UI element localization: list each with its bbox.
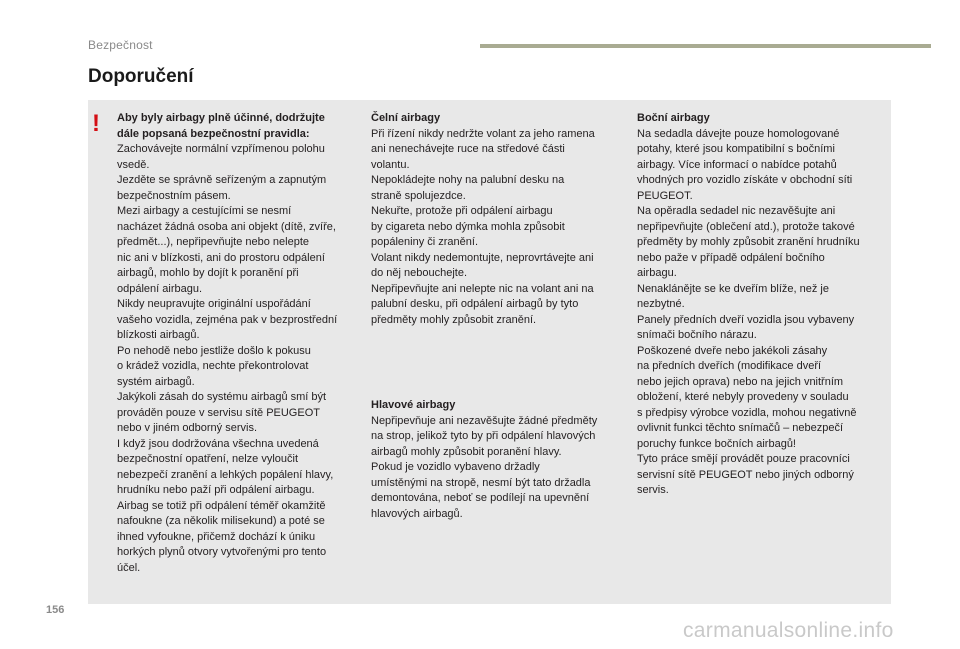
curtain-airbags-heading: Hlavové airbagy — [371, 399, 456, 411]
page-title: Doporučení — [88, 66, 194, 87]
front-airbags-text: Při řízení nikdy nedržte volant za jeho ramena ani nenechávejte ruce na středové části volantu. Nepokládejte nohy na palubní desku na straně spolujezdce. Nekuřte, protože při odpálení airbagu by cigareta nebo dýmka mohla způsobit popáleniny či zranění. Volant nikdy nedemontujte, neprovrtávejte ani do něj nebouchejte. Nepřipevňujte ani nelepte nic na volant ani na palubní desku, při odpálení airbagů by tyto předměty mohly způsobit zranění. — [371, 127, 595, 326]
warning-icon: ! — [92, 110, 100, 137]
header-divider — [480, 44, 931, 48]
front-airbags-heading: Čelní airbagy — [371, 112, 441, 124]
side-airbags-heading: Boční airbagy — [637, 112, 710, 124]
front-airbags-column — [371, 111, 621, 328]
general-rules-heading: Aby byly airbagy plně účinné, dodržujte dále popsaná bezpečnostní pravidla: — [117, 112, 325, 140]
section-label: Bezpečnost — [88, 38, 153, 52]
side-airbags-column — [637, 111, 887, 499]
general-rules-column — [117, 111, 357, 576]
side-airbags-text: Na sedadla dávejte pouze homologované potahy, které jsou kompatibilní s bočními airbagy. Více informací o nabídce potahů vhodných pro vozidlo získáte v obchodní síti PEUGEOT. Na opěradla sedadel nic nezavěšujte ani nepřipevňujte (oblečení atd.), protože takové předměty by mohly způsobit zranění hrudníku nebo paže v případě odpálení bočního airbagu. Nenaklánějte se ke dveřím blíže, než je nezbytné. Panely předních dveří vozidla jsou vybaveny snímači bočního nárazu. Poškozené dveře nebo jakékoli zásahy na předních dveřích (modifikace dveří nebo jejich oprava) nebo na jejich vnitřním obložení, které nebyly provedeny v souladu s předpisy výrobce vozidla, mohou negativně ovlivnit funkci těchto snímačů – nebezpečí poruchy funkce bočních airbagů! Tyto práce smějí provádět pouze pracovníci servisní sítě PEUGEOT nebo jiných odborný servis. — [637, 127, 860, 496]
curtain-airbags-text: Nepřipevňuje ani nezavěšujte žádné předměty na strop, jelikož tyto by při odpálení hlavových airbagů mohly způsobit poranění hlavy. Pokud je vozidlo vybaveno držadly umístěnými na stropě, nesmí být tato držadla demontována, neboť se podílejí na upevnění hlavových airbagů. — [371, 414, 598, 520]
general-rules-text: Zachovávejte normální vzpřímenou polohu vsedě. Jezděte se správně seřízeným a zapnutým bezpečnostním pásem. Mezi airbagy a cestujícími se nesmí nacházet žádná osoba ani objekt (dítě, zvíře, předmět...), nepřipevňujte nebo nelepte nic ani v blízkosti, ani do prostoru odpálení airbagů, mohlo by dojít k poranění při odpálení airbagu. Nikdy neupravujte originální uspořádání vašeho vozidla, zejména pak v bezprostřední blízkosti airbagů. Po nehodě nebo jestliže došlo k pokusu o krádež vozidla, nechte překontrolovat systém airbagů. Jakýkoli zásah do systému airbagů smí být prováděn pouze v servisu sítě PEUGEOT nebo v jiném odborný servis. I když jsou dodržována všechna uvedená bezpečnostní opatření, nelze vyloučit nebezpečí zranění a lehkých popálení hlavy, hrudníku nebo paží při odpálení airbagu. Airbag se totiž při odpálení téměř okamžitě nafoukne (za několik milisekund) a poté se ihned vyfoukne, přičemž dochází k úniku horkých plynů otvory vytvořenými pro tento účel. — [117, 143, 338, 574]
curtain-airbags-column — [371, 398, 621, 522]
watermark: carmanualsonline.info — [683, 619, 894, 642]
page-number: 156 — [46, 604, 65, 616]
